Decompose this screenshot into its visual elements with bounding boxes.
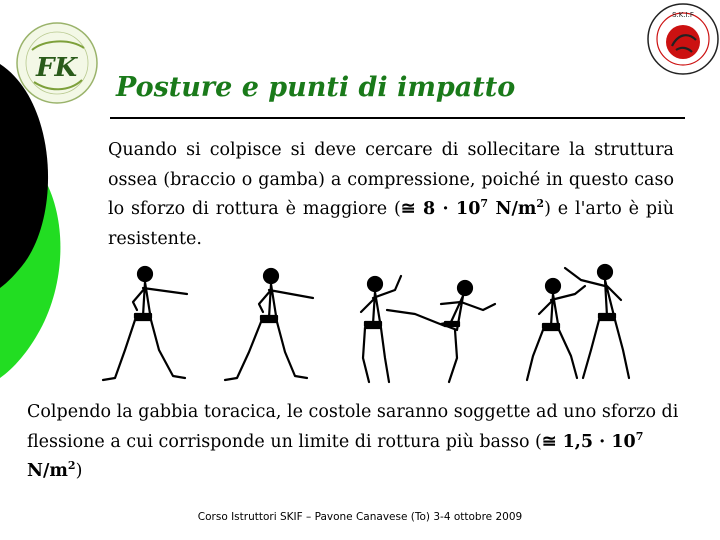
para2-value: ≅ $1,5 \cdot 10^7$ $N/m^2$: [27, 429, 644, 481]
title-underline: [110, 117, 685, 119]
para1-value: ≅ $8 \cdot 10^7$ $N/m^2$: [400, 197, 545, 219]
karate-postures-illustration: [95, 258, 655, 388]
fk-logo: [14, 20, 100, 106]
karateka-punch-figure-2: [225, 269, 313, 380]
para2-tail: ): [75, 461, 83, 481]
slide-title: Posture e punti di impatto: [116, 72, 516, 103]
paragraph-compression: [108, 136, 674, 254]
svg-text:S.K.I.F: S.K.I.F: [672, 11, 694, 19]
para1-tail: ) e l'arto è più resistente.: [108, 199, 674, 249]
slide-footer: Corso Istruttori SKIF – Pavone Canavese (To) 3-4 ottobre 2009: [197, 511, 523, 523]
karateka-block-pair: [527, 265, 629, 380]
para2-text: Colpendo la gabbia toracica, le costole saranno soggette ad uno sforzo di flessione a cui corrisponde un limite di rottura più basso (: [27, 402, 679, 452]
para1-text: Quando si colpisce si deve cercare di sollecitare la struttura ossea (braccio o gamba) a compressione, poiché in questo caso lo sforzo di rottura è maggiore (: [108, 140, 674, 219]
karateka-punch-figure-1: [103, 267, 187, 380]
skif-seal-logo: [646, 2, 720, 76]
paragraph-flexion: [27, 398, 699, 487]
svg-text:FK: FK: [36, 53, 78, 83]
karateka-kick-pair: [361, 276, 495, 382]
